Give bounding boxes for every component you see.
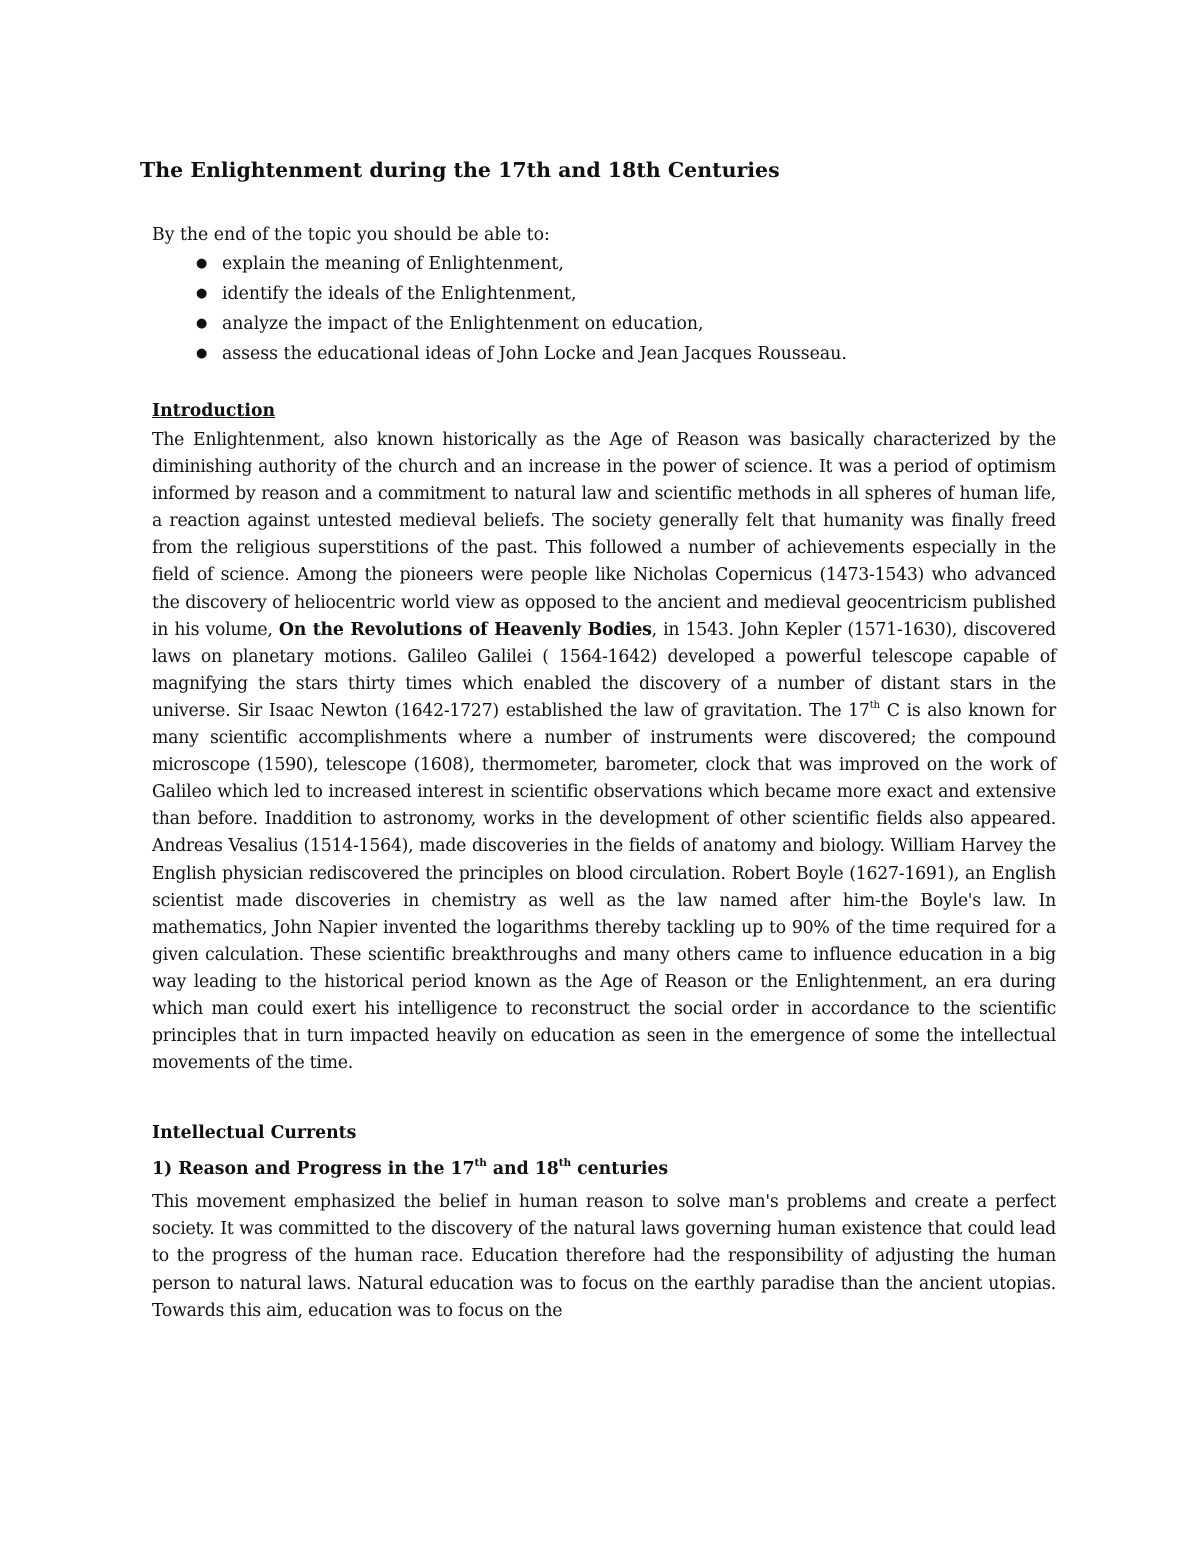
bullet-icon: ● — [196, 316, 208, 331]
intro-text-part2: , in 1543. John Kepler (1571-1630), discovered laws on planetary motions. Galileo Galilei ( 1564-1642) developed a powerful telescope capable of magnifying the stars thirty times which enabled the discovery of a number of distant stars in the universe. Sir Isaac Newton (1642-1727) established the law of gravitation. The 17 — [152, 619, 1056, 721]
objective-text: identify the ideals of the Enlightenment, — [222, 284, 577, 304]
superscript-th: th — [474, 1156, 487, 1169]
superscript-th: th — [869, 698, 880, 711]
bullet-icon: ● — [196, 256, 208, 271]
introduction-heading — [152, 397, 1056, 425]
objective-item — [152, 279, 1056, 309]
introduction-paragraph — [152, 427, 1056, 1077]
objective-text: explain the meaning of Enlightenment, — [222, 254, 564, 274]
subheading-part: and 18 — [486, 1159, 559, 1180]
bullet-icon: ● — [196, 286, 208, 301]
introduction-heading-text: Introduction — [152, 401, 276, 421]
objective-item — [152, 339, 1056, 369]
intro-text-part1: The Enlightenment, also known historically as the Age of Reason was basically characterized by the diminishing authority of the church and an increase in the power of science. It was a period of optimism informed by reason and a commitment to natural law and scientific methods in all spheres of human life, a reaction against untested medieval beliefs. The society generally felt that humanity was finally freed from the religious superstitions of the past. This followed a number of achievements especially in the field of science. Among the pioneers were people like Nicholas Copernicus (1473-1543) who advanced the discovery of heliocentric world view as opposed to the ancient and medieval geocentricism published in his volume, — [152, 430, 1056, 640]
intro-text-part3: C is also known for many scientific accomplishments where a number of instruments were discovered; the compound microscope (1590), telescope (1608), thermometer, barometer, clock that was improved on the work of Galileo which led to increased interest in scientific observations which became more exact and extensive than before. Inaddition to astronomy, works in the development of other scientific fields also appeared. Andreas Vesalius (1514-1564), made discoveries in the fields of anatomy and biology. William Harvey the English physician rediscovered the principles on blood circulation. Robert Boyle (1627-1691), an English scientist made discoveries in chemistry as well as the law named after him-the Boyle's law. In mathematics, John Napier invented the logarithms thereby tackling up to 90% of the time required for a given calculation. These scientific breakthroughs and many others came to influence education in a big way leading to the historical period known as the Age of Reason or the Enlightenment, an era during which man could exert his intelligence to reconstruct the social order in accordance to the scientific principles that in turn impacted heavily on education as seen in the emergence of some the intellectual movements of the time. — [152, 700, 1056, 1074]
document-body — [152, 222, 1056, 1325]
book-title: On the Revolutions of Heavenly Bodies — [278, 619, 652, 640]
bullet-icon: ● — [196, 346, 208, 361]
reason-progress-paragraph: This movement emphasized the belief in human reason to solve man's problems and create a perfect society. It was committed to the discovery of the natural laws governing human existence that could lead to the progress of the human race. Education therefore had the responsibility of adjusting the human person to natural laws. Natural education was to focus on the earthly paradise than the ancient utopias. Towards this aim, education was to focus on the — [152, 1192, 1056, 1321]
intellectual-currents-heading: Intellectual Currents — [152, 1123, 357, 1144]
subheading-part: centuries — [571, 1159, 669, 1180]
objective-item — [152, 309, 1056, 339]
objective-text: analyze the impact of the Enlightenment on education, — [222, 314, 704, 334]
objectives-intro: By the end of the topic you should be able to: — [152, 225, 550, 245]
objectives-list — [152, 249, 1056, 369]
document-title: The Enlightenment during the 17th and 18th Centuries — [140, 158, 780, 182]
subheading-part: 1) Reason and Progress in the 17 — [152, 1159, 475, 1180]
superscript-th: th — [558, 1156, 572, 1169]
objective-item — [152, 249, 1056, 279]
objective-text: assess the educational ideas of John Locke and Jean Jacques Rousseau. — [222, 344, 847, 364]
reason-progress-subheading — [152, 1155, 1056, 1183]
